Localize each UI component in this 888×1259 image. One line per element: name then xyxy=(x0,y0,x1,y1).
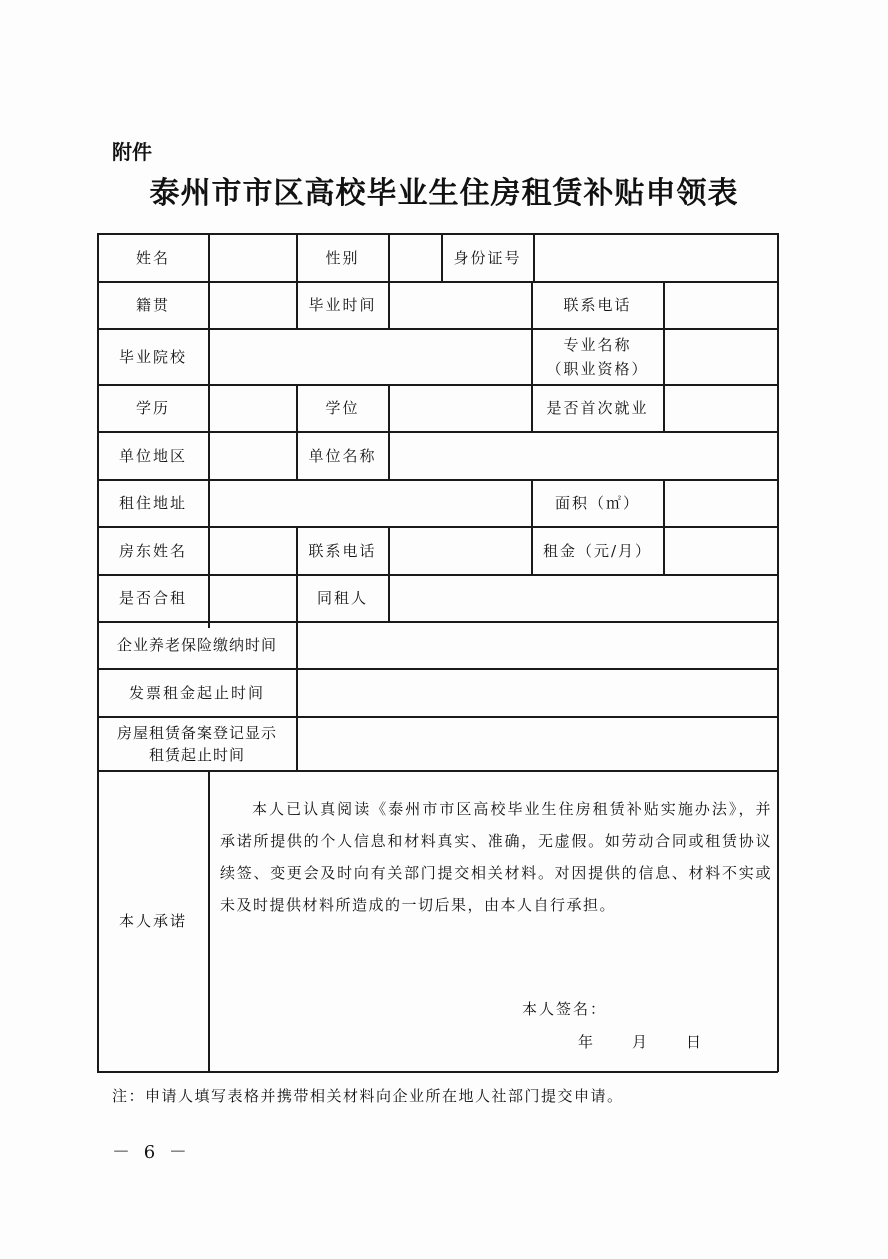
col-divider xyxy=(663,479,665,575)
col-divider xyxy=(663,281,665,432)
invoice-time-label: 发票租金起止时间 xyxy=(128,683,265,702)
major-label-line1: 专业名称 xyxy=(563,335,632,354)
pension-time-label: 企业养老保险缴纳时间 xyxy=(116,636,277,654)
area-label: 面积（㎡） xyxy=(554,494,640,512)
signature-label: 本人签名： xyxy=(522,1000,608,1018)
major-label-line2: （职业资格） xyxy=(546,359,649,378)
table-border-right xyxy=(777,233,779,1072)
name-label: 姓名 xyxy=(135,248,170,267)
date-day: 日 xyxy=(686,1033,702,1051)
col-divider xyxy=(388,526,390,622)
page-number: － 6 － xyxy=(112,1142,191,1163)
company-name-label: 单位名称 xyxy=(308,446,377,465)
footer-note: 注：申请人填写表格并携带相关材料向企业所在地人社部门提交申请。 xyxy=(112,1087,624,1105)
graduation-time-label: 毕业时间 xyxy=(308,296,377,314)
shared-rent-label: 是否合租 xyxy=(118,589,187,607)
form-title: 泰州市市区高校毕业生住房租赁补贴申领表 xyxy=(149,176,739,211)
major-label xyxy=(532,329,663,384)
col-divider xyxy=(208,233,210,628)
school-label: 毕业院校 xyxy=(118,347,187,366)
date-year: 年 xyxy=(578,1033,594,1051)
date-month: 月 xyxy=(632,1033,648,1051)
first-job-label: 是否首次就业 xyxy=(546,399,649,417)
table-border-bottom xyxy=(97,1071,778,1073)
landlord-name-label: 房东姓名 xyxy=(118,541,187,560)
col-divider xyxy=(388,233,390,329)
rent-amount-label: 租金（元/月） xyxy=(542,541,653,560)
cotenant-label: 同租人 xyxy=(316,589,368,607)
company-region-label: 单位地区 xyxy=(118,446,187,465)
degree-label: 学位 xyxy=(325,399,360,417)
id-number-label: 身份证号 xyxy=(453,248,522,267)
landlord-phone-label: 联系电话 xyxy=(308,541,377,560)
rent-address-label: 租住地址 xyxy=(118,494,187,512)
pledge-text: 本人已认真阅读《泰州市市区高校毕业生住房租赁补贴实施办法》，并承诺所提供的个人信息和材料真实、准确，无虚假。如劳动合同或租赁协议续签、变更会及时向有关部门提交相关材料。对因提供的信息、材料不实或未及时提供材料所造成的一切后果，由本人自行承担。 xyxy=(220,800,772,914)
education-label: 学历 xyxy=(135,399,170,417)
col-divider xyxy=(388,384,390,480)
col-divider xyxy=(533,233,535,282)
native-place-label: 籍贯 xyxy=(135,296,170,314)
filing-label-line2: 租赁起止时间 xyxy=(148,745,245,764)
filing-label-line1: 房屋租赁备案登记显示 xyxy=(116,723,277,742)
gender-label: 性别 xyxy=(325,248,360,267)
contact-phone-label: 联系电话 xyxy=(563,296,632,314)
pledge-label: 本人承诺 xyxy=(118,912,187,930)
filing-time-label xyxy=(98,717,296,770)
col-divider xyxy=(208,770,210,1072)
attachment-label: 附件 xyxy=(112,140,152,164)
